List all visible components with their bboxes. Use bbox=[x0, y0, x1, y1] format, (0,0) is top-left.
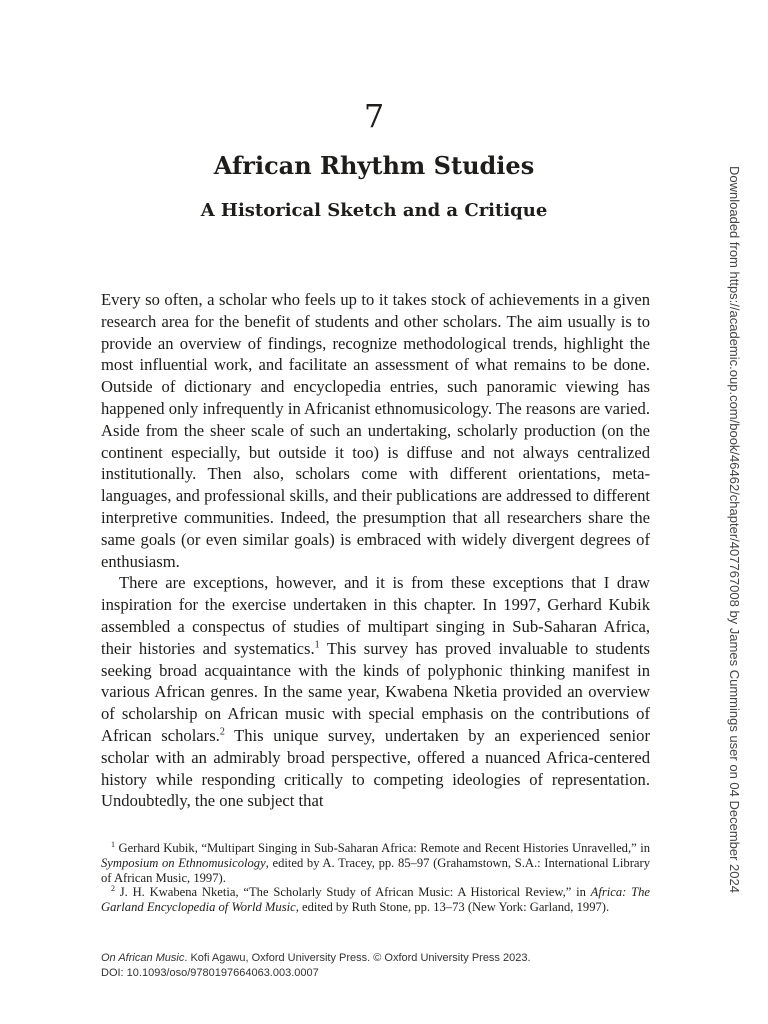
footnote-2 bbox=[101, 885, 650, 915]
footnote-1-text-a: Gerhard Kubik, “Multipart Singing in Sub-Saharan Africa: Remote and Recent Histories Unravelled,” in bbox=[115, 841, 650, 855]
download-watermark bbox=[726, 166, 742, 893]
footnote-2-text-a: J. H. Kwabena Nketia, “The Scholarly Study of African Music: A Historical Review,” in bbox=[115, 885, 591, 900]
footnote-1-marker: 1 bbox=[111, 839, 115, 849]
watermark-text: Downloaded from https://academic.oup.com/book/46462/chapter/407767008 by James Cummings user on 04 December 2024 bbox=[727, 166, 742, 893]
footnote-ref-1[interactable]: 1 bbox=[314, 639, 320, 651]
footnote-1-text-b: , edited by A. Tracey, pp. 85–97 (Grahamstown, S.A.: International Library of African Music, 1997). bbox=[101, 855, 650, 885]
paragraph-2-part-3: This unique survey, undertaken by an experienced senior scholar with an admirably broad perspective, offered a nuanced Africa-centered history while responding critically to competing ideologies of representation. Undoubtedly, the one subject that bbox=[101, 725, 650, 811]
paragraph-2-part-2: This survey has proved invaluable to students seeking broad acquaintance with the kinds of polyphonic thinking manifest in various African genres. In the same year, Kwabena Nketia provided an overview of scholarship on African music with special emphasis on the contributions of African scholars. bbox=[101, 638, 650, 745]
footnote-2-text-b: , edited by Ruth Stone, pp. 13–73 (New York: Garland, 1997). bbox=[295, 900, 610, 915]
paragraph-2 bbox=[101, 572, 650, 812]
footnotes bbox=[101, 841, 650, 915]
paragraph-1: Every so often, a scholar who feels up to it takes stock of achievements in a given research area for the benefit of students and other scholars. The aim usually is to provide an overview of findings, recognize methodological trends, highlight the most influential work, and facilitate an assessment of what remains to be done. Outside of dictionary and encyclopedia entries, such panoramic viewing has happened only infrequently in Africanist ethnomusicology. The reasons are varied. Aside from the sheer scale of such an undertaking, scholarly production (on the continent especially, but outside it too) is diffuse and not always centralized institutionally. Then also, scholars come with different orientations, meta-languages, and professional skills, and their publications are addressed to different interpretive communities. Indeed, the presumption that all researchers share the same goals (or even similar goals) is embraced with widely divergent degrees of enthusiasm. bbox=[101, 290, 650, 571]
doi-line[interactable]: DOI: 10.1093/oso/9780197664063.003.0007 bbox=[101, 967, 319, 979]
book-title: On African Music bbox=[101, 952, 185, 964]
footnote-1 bbox=[101, 841, 650, 885]
footnote-ref-2[interactable]: 2 bbox=[219, 726, 225, 738]
citation-line bbox=[101, 951, 661, 966]
body-text bbox=[101, 289, 650, 812]
paragraph-2-part-1: There are exceptions, however, and it is from these exceptions that I draw inspiration for the exercise undertaken in this chapter. In 1997, Gerhard Kubik assembled a conspectus of studies of multipart singing in Sub-Saharan Africa, their histories and systematics. bbox=[101, 573, 650, 658]
footnote-2-marker: 2 bbox=[111, 884, 115, 894]
chapter-title: African Rhythm Studies bbox=[213, 151, 535, 180]
citation-text: . Kofi Agawu, Oxford University Press. © Oxford University Press 2023. bbox=[184, 952, 531, 964]
footnote-1-title: Symposium on Ethnomusicology bbox=[101, 855, 266, 870]
footnote-2-title: Africa: The Garland Encyclopedia of World Music bbox=[101, 885, 651, 915]
source-citation bbox=[101, 951, 661, 981]
chapter-number: 7 bbox=[363, 97, 385, 135]
chapter-subtitle: A Historical Sketch and a Critique bbox=[200, 200, 548, 221]
